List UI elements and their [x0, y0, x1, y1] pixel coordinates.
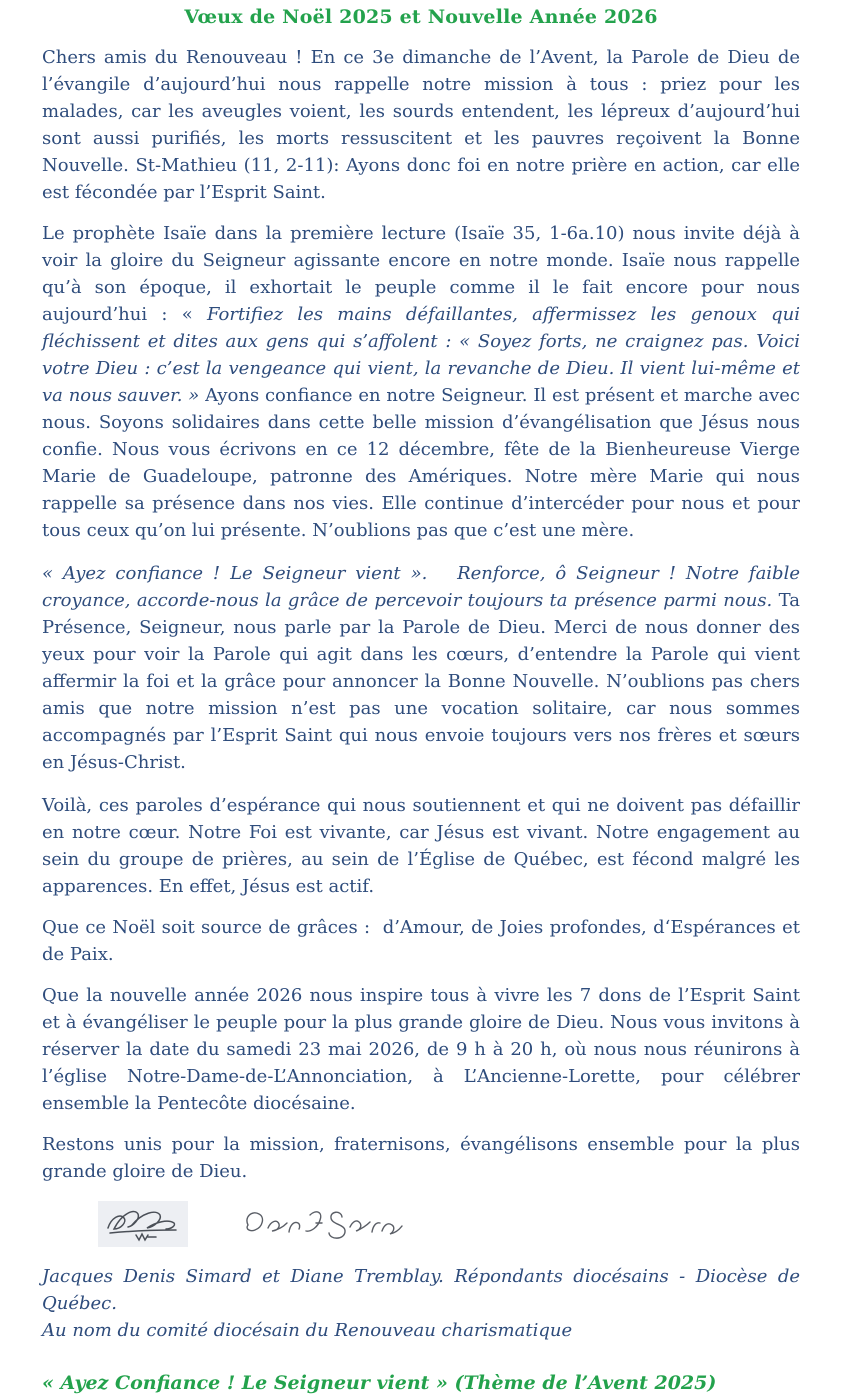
signature-diane-simard-image: [238, 1205, 398, 1243]
closing-committee: Au nom du comité diocésain du Renouveau charismatique: [42, 1320, 573, 1341]
paragraph: [42, 220, 800, 544]
page-title: Vœux de Noël 2025 et Nouvelle Année 2026: [184, 6, 658, 28]
text-run: Que la nouvelle année 2026 nous inspire tous à vivre les 7 dons de l’Esprit Saint et à évangéliser le peuple pour la plus grande gloire de Dieu. Nous vous invitons à réserver la date du samedi 23 mai 2026, de 9 h à 20 h, où nous nous réunirons à l’église Notre-Dame-de-L’Annonciation, à L’Ancienne-Lorette, pour célébrer ensemble la Pentecôte diocésaine.: [42, 985, 800, 1114]
signature-row: [98, 1199, 800, 1249]
diane-j-simard-signature-icon: [238, 1205, 398, 1243]
text-run: Voilà, ces paroles d’espérance qui nous soutiennent et qui ne doivent pas défaillir en notre cœur. Notre Foi est vivante, car Jésus est vivant. Notre engagement au sein du groupe de prières, au sein de l’Église de Québec, est fécond malgré les apparences. En effet, Jésus est actif.: [42, 795, 800, 897]
signature-jd-simard-image: [98, 1201, 188, 1247]
text-run: Ta Présence, Seigneur, nous parle par la Parole de Dieu. Merci de nous donner des yeux pour voir la Parole qui agit dans les cœurs, d’entendre la Parole qui vient affermir la foi et la grâce pour annoncer la Bonne Nouvelle. N’oublions pas chers amis que notre mission n’est pas une vocation solitaire, car nous sommes accompagnés par l’Esprit Saint qui nous envoie toujours vers nos frères et sœurs en Jésus-Christ.: [42, 590, 800, 773]
paragraph: [42, 1131, 800, 1185]
paragraph: [42, 560, 800, 776]
paragraph: [42, 982, 800, 1117]
closing-signatories: Jacques Denis Simard et Diane Tremblay. Répondants diocésains - Diocèse de Québec.: [42, 1266, 800, 1314]
italic-text-run: « Ayez confiance ! Le Seigneur vient ». Renforce, ô Seigneur ! Notre faible croyance, accorde-nous la grâce de percevoir toujours ta présence parmi nous.: [42, 563, 800, 611]
advent-theme-line: « Ayez Confiance ! Le Seigneur vient » (Thème de l’Avent 2025): [42, 1372, 717, 1394]
paragraph: [42, 44, 800, 206]
document-body: [42, 44, 800, 1185]
text-run: Ayons confiance en notre Seigneur. Il est présent et marche avec nous. Soyons solidaires dans cette belle mission d’évangélisation que Jésus nous confie. Nous vous écrivons en ce 12 décembre, fête de la Bienheureuse Vierge Marie de Guadeloupe, patronne des Amériques. Notre mère Marie qui nous rappelle sa présence dans nos vies. Elle continue d’intercéder pour nous et pour tous ceux qu’on lui présente. N’oublions pas que c’est une mère.: [42, 385, 800, 541]
paragraph: [42, 792, 800, 900]
text-run: Le prophète Isaïe dans la première lecture (Isaïe 35, 1-6a.10) nous invite déjà à voir la gloire du Seigneur agissante encore en notre monde. Isaïe nous rappelle qu’à son époque, il exhortait le peuple comme il le fait encore pour nous aujourd’hui : «: [42, 223, 800, 325]
closing-block: [42, 1263, 800, 1344]
text-run: Restons unis pour la mission, fraternisons, évangélisons ensemble pour la plus grande gloire de Dieu.: [42, 1134, 800, 1182]
paragraph: [42, 914, 800, 968]
italic-text-run: Fortifiez les mains défaillantes, affermissez les genoux qui fléchissent et dites aux gens qui s’affolent : « Soyez forts, ne craignez pas. Voici votre Dieu : c’est la vengeance qui vient, la revanche de Dieu. Il vient lui-même et va nous sauver. »: [42, 304, 800, 406]
jd-simard-signature-icon: [102, 1203, 184, 1245]
text-run: Que ce Noël soit source de grâces : d’Amour, de Joies profondes, d‘Espérances et de Paix.: [42, 917, 800, 965]
text-run: Chers amis du Renouveau ! En ce 3e dimanche de l’Avent, la Parole de Dieu de l’évangile d’aujourd’hui nous rappelle notre mission à tous : priez pour les malades, car les aveugles voient, les sourds entendent, les lépreux d’aujourd’hui sont aussi purifiés, les morts ressuscitent et les pauvres reçoivent la Bonne Nouvelle. St-Mathieu (11, 2-11): Ayons donc foi en notre prière en action, car elle est fécondée par l’Esprit Saint.: [42, 47, 800, 203]
